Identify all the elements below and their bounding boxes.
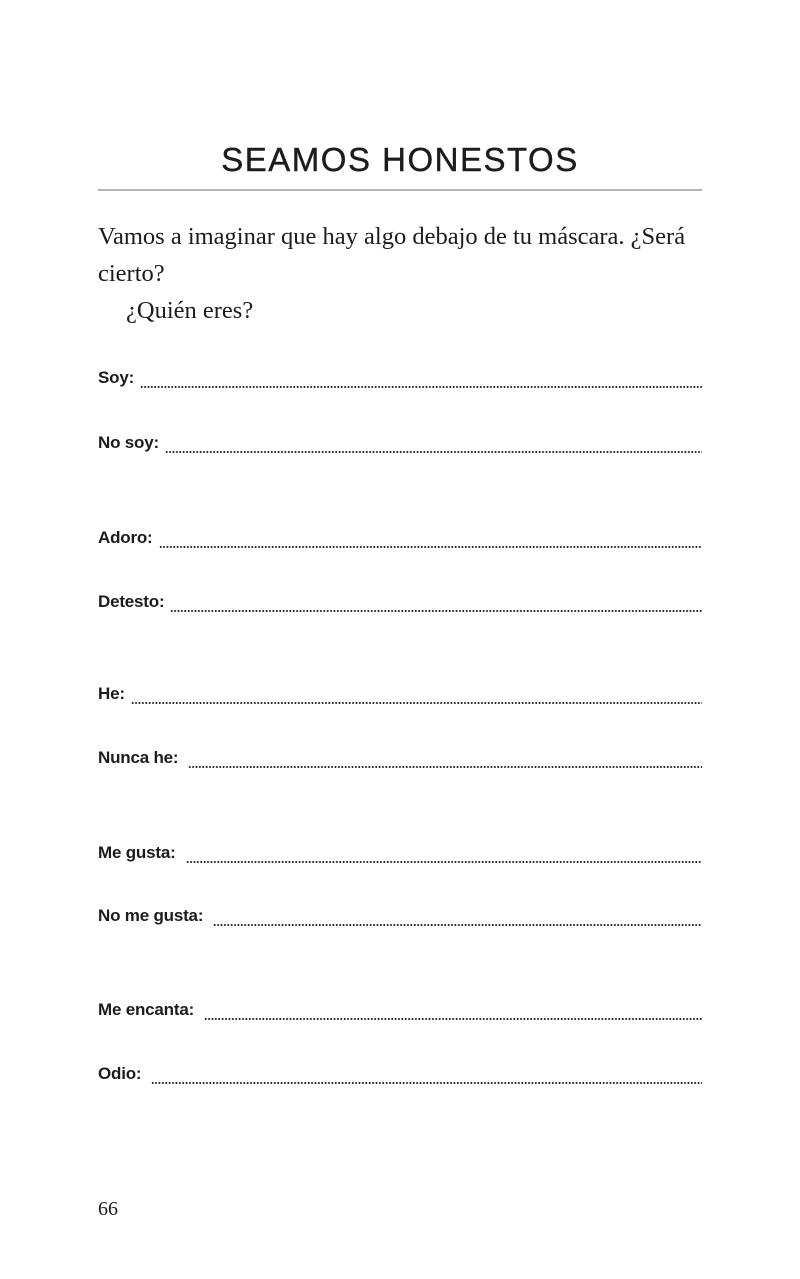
prompt-label: He: xyxy=(98,684,125,703)
answer-line[interactable] xyxy=(131,702,702,704)
prompt-label: Me gusta: xyxy=(98,843,176,862)
answer-line[interactable] xyxy=(213,924,702,926)
prompt-no-soy xyxy=(98,433,702,457)
prompt-label: Soy: xyxy=(98,368,135,387)
prompt-me-encanta xyxy=(98,1000,702,1024)
prompt-label: Detesto: xyxy=(98,592,165,611)
prompt-he xyxy=(98,684,702,708)
answer-line[interactable] xyxy=(188,766,702,768)
title-divider xyxy=(98,189,702,191)
page-title: SEAMOS HONESTOS xyxy=(221,141,579,178)
page-number: 66 xyxy=(98,1198,118,1220)
intro-paragraph: Vamos a imaginar que hay algo debajo de tu máscara. ¿Será cierto? xyxy=(98,223,686,287)
intro-question: ¿Quién eres? xyxy=(126,297,254,324)
prompt-label: Adoro: xyxy=(98,528,153,547)
answer-line[interactable] xyxy=(165,451,702,453)
prompt-label: No soy: xyxy=(98,433,159,452)
answer-line[interactable] xyxy=(204,1018,702,1020)
prompt-me-gusta xyxy=(98,843,702,867)
prompt-detesto xyxy=(98,592,702,616)
prompt-label: No me gusta: xyxy=(98,906,204,925)
answer-line[interactable] xyxy=(159,546,702,548)
prompt-soy xyxy=(98,368,702,392)
answer-line[interactable] xyxy=(140,386,702,388)
answer-line[interactable] xyxy=(170,610,702,612)
prompt-no-me-gusta xyxy=(98,906,702,930)
intro-text xyxy=(98,218,708,329)
prompt-odio xyxy=(98,1064,702,1088)
prompt-adoro xyxy=(98,528,702,552)
answer-line[interactable] xyxy=(151,1082,702,1084)
prompt-label: Odio: xyxy=(98,1064,142,1083)
prompt-nunca-he xyxy=(98,748,702,772)
prompt-label: Nunca he: xyxy=(98,748,179,767)
prompt-label: Me encanta: xyxy=(98,1000,195,1019)
answer-line[interactable] xyxy=(186,861,702,863)
